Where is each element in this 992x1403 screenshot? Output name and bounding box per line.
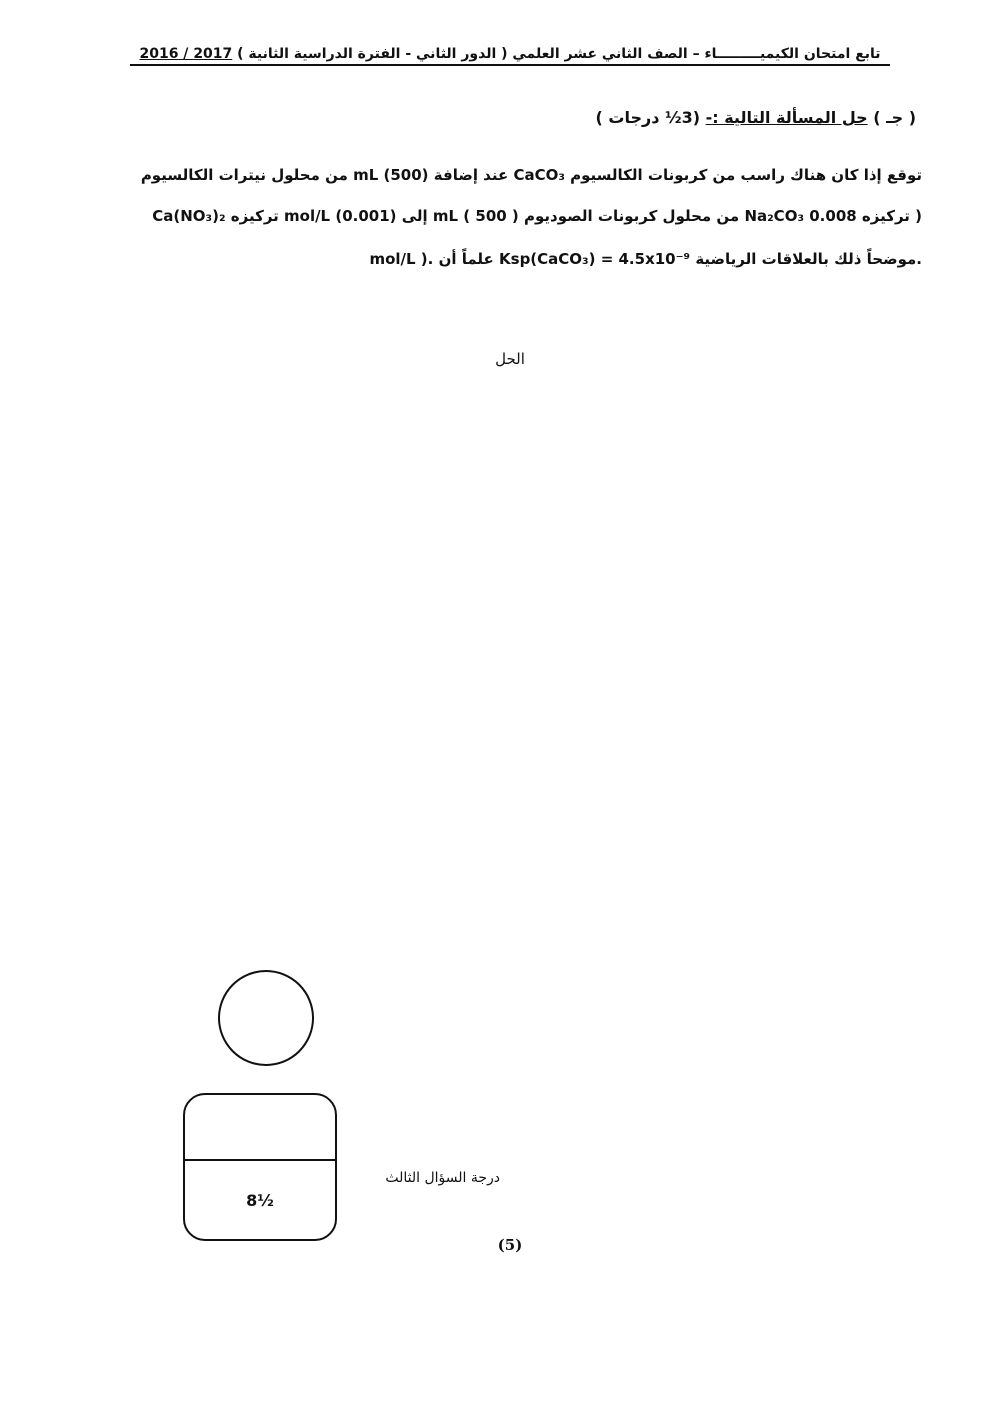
problem-line-1: توقع إذا كان هناك راسب من كربونات الكالسيوم CaCO₃ عند إضافة mL (500) من محلول نيترات الكالسيوم xyxy=(140,166,922,184)
header-text: تابع امتحان الكيميـــــــــاء – الصف الثاني عشر العلمي ( الدور الثاني - الفترة الدراسية الثانية ) xyxy=(237,46,881,62)
header-year: 2017 / 2016 xyxy=(139,46,233,62)
problem-line-2: Ca(NO₃)₂ تركيزه mol/L (0.001) إلى mL ( 500 ) من محلول كربونات الصوديوم Na₂CO₃ تركيزه 0.008 ) xyxy=(152,207,922,225)
question-label: ( جـ ) xyxy=(873,108,916,127)
score-label: درجة السؤال الثالث xyxy=(385,1170,500,1186)
page-number: (5) xyxy=(497,1236,523,1254)
score-value: 8½ xyxy=(246,1191,274,1210)
grader-circle xyxy=(218,970,314,1066)
problem-line-3: mol/L ). علماً أن Ksp(CaCO₃) = 4.5x10⁻⁹ موضحاً ذلك بالعلاقات الرياضية. xyxy=(369,250,922,268)
score-divider xyxy=(185,1159,335,1161)
question-line xyxy=(596,108,917,127)
question-marks: (3½ درجات ) xyxy=(595,108,701,127)
question-title: حل المسألة التالية :- xyxy=(705,108,868,127)
exam-header xyxy=(130,46,890,66)
solution-label: الحل xyxy=(495,350,525,368)
score-box xyxy=(183,1093,337,1241)
